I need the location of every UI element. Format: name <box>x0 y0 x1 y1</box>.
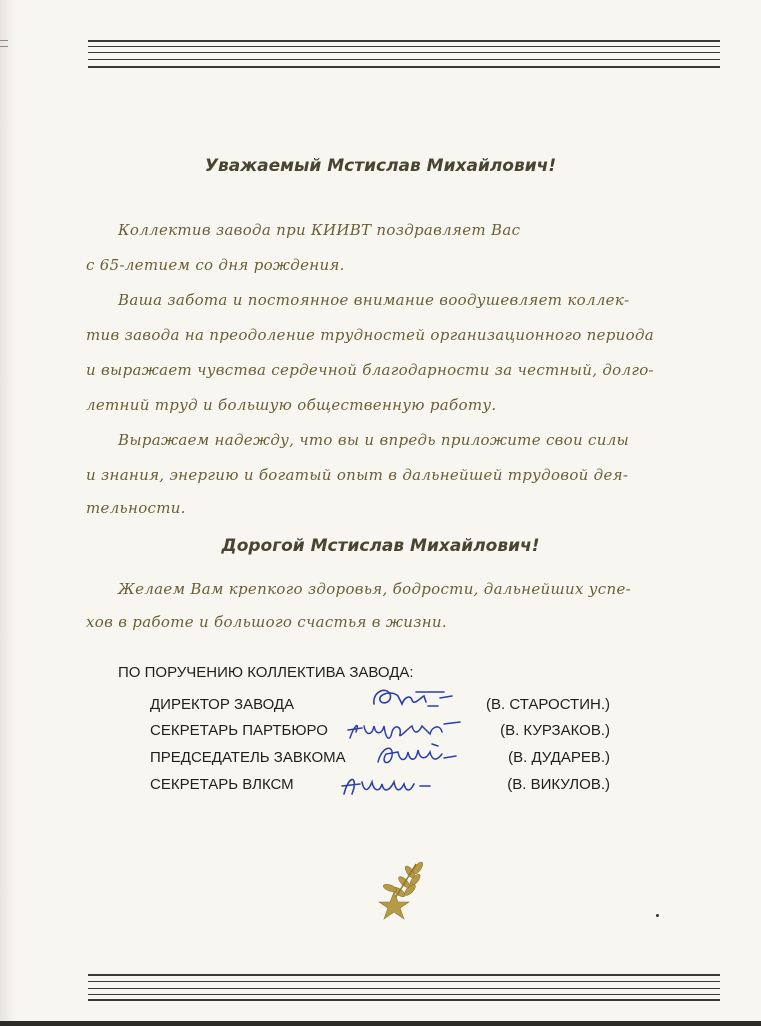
signatory-role: ПРЕДСЕДАТЕЛЬ ЗАВКОМА <box>150 749 346 766</box>
letter-line: тив завода на преодоление трудностей организационного периода <box>86 326 655 344</box>
letter-line: и выражает чувства сердечной благодарности за честный, долго- <box>86 361 654 379</box>
wishes-line: хов в работе и большого счастья в жизни. <box>86 613 447 631</box>
letter-line: Выражаем надежду, что вы и впредь приложите свои силы <box>118 431 630 449</box>
signatory-name: (В. ДУДАРЕВ.) <box>508 749 610 766</box>
letter-line: летний труд и большую общественную работу. <box>86 396 497 414</box>
second-salutation-heading: Дорогой Мстислав Михайлович! <box>221 536 540 556</box>
letter-line: тельности. <box>86 499 186 517</box>
signature-director <box>368 682 458 716</box>
signatory-name: (В. ВИКУЛОВ.) <box>507 776 610 793</box>
edge-mark <box>0 40 8 41</box>
signatory-role: СЕКРЕТАРЬ ПАРТБЮРО <box>150 722 328 739</box>
wishes-line: Желаем Вам крепкого здоровья, бодрости, дальнейших успе- <box>118 580 631 598</box>
edge-mark <box>0 46 8 47</box>
signature-komsomol-secretary <box>338 768 438 802</box>
paper-left-edge <box>0 0 16 1026</box>
star-with-laurel-branch-icon <box>368 858 438 924</box>
signatory-role: СЕКРЕТАРЬ ВЛКСМ <box>150 776 294 793</box>
top-decorative-rules <box>88 40 720 70</box>
bottom-decorative-rules <box>88 974 720 1002</box>
letter-line: с 65-летием со дня рождения. <box>86 256 345 274</box>
signatory-name: (В. КУРЗАКОВ.) <box>500 722 610 739</box>
letter-line: Коллектив завода при КИИВТ поздравляет Вас <box>118 221 521 239</box>
salutation-heading: Уважаемый Мстислав Михайлович! <box>204 156 557 176</box>
signatories-title: ПО ПОРУЧЕНИЮ КОЛЛЕКТИВА ЗАВОДА: <box>118 664 414 681</box>
signature-union-chairman <box>372 738 462 772</box>
letter-line: и знания, энергию и богатый опыт в дальнейшей трудовой дея- <box>86 466 629 484</box>
scan-border <box>0 1021 761 1026</box>
signatory-name: (В. СТАРОСТИН.) <box>486 696 610 713</box>
signatory-role: ДИРЕКТОР ЗАВОДА <box>150 696 295 713</box>
paper-speck <box>656 914 659 917</box>
letter-line: Ваша забота и постоянное внимание воодушевляет коллек- <box>118 291 630 309</box>
